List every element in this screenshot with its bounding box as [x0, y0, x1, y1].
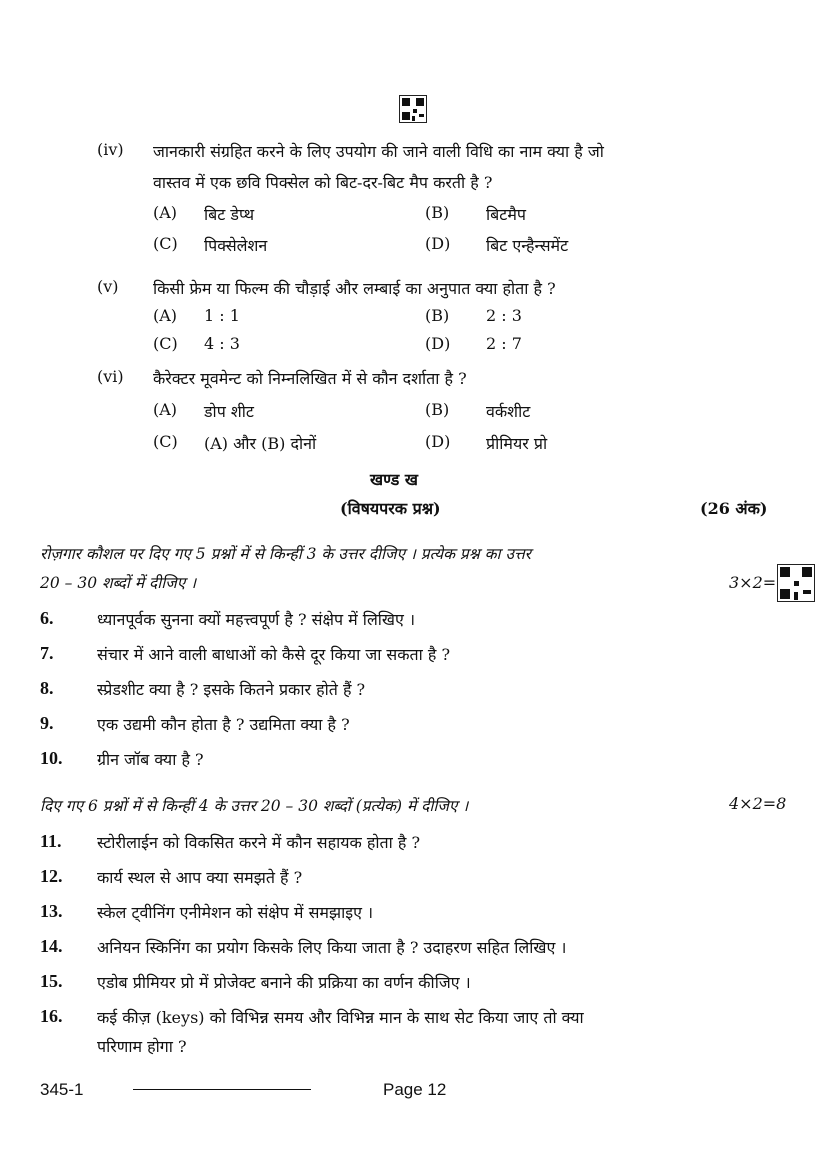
top-qr-code [399, 95, 427, 123]
footer-page-number: Page 12 [383, 1080, 447, 1099]
option-key: (D) [425, 432, 451, 451]
option-key: (B) [425, 400, 450, 419]
question-text: ध्यानपूर्वक सुनना क्यों महत्त्वपूर्ण है ? संक्षेप में लिखिए । [97, 610, 416, 629]
question-text: एडोब प्रीमियर प्रो में प्रोजेक्ट बनाने की प्रक्रिया का वर्णन कीजिए । [97, 973, 471, 992]
marks-label: 3×2= [729, 573, 777, 592]
option-key: (C) [153, 432, 178, 451]
question-number: 10. [40, 748, 63, 768]
question-text: स्केल ट्वीनिंग एनीमेशन को संक्षेप में समझाइए । [97, 903, 374, 922]
option-key: (A) [153, 203, 178, 222]
question-number: 14. [40, 936, 63, 956]
question-text: वास्तव में एक छवि पिक्सेल को बिट-दर-बिट मैप करती है ? [153, 173, 493, 192]
question-text: जानकारी संग्रहित करने के लिए उपयोग की जाने वाली विधि का नाम क्या है जो [153, 142, 604, 161]
question-number: 13. [40, 901, 63, 921]
question-number: 11. [40, 831, 62, 851]
question-text: कई कीज़ (keys) को विभिन्न समय और विभिन्न मान के साथ सेट किया जाए तो क्या [97, 1008, 584, 1027]
question-text: किसी फ्रेम या फिल्म की चौड़ाई और लम्बाई का अनुपात क्या होता है ? [153, 279, 556, 298]
option-key: (B) [425, 306, 450, 325]
instruction-line: दिए गए 6 प्रश्नों में से किन्हीं 4 के उत्तर 20 – 30 शब्दों (प्रत्येक) में दीजिए । [40, 797, 469, 815]
section-marks: (26 अंक) [700, 499, 768, 518]
question-roman-iv: (iv) [97, 140, 124, 159]
question-text: स्टोरीलाईन को विकसित करने में कौन सहायक होता है ? [97, 833, 421, 852]
question-text: स्प्रेडशीट क्या है ? इसके कितने प्रकार होते हैं ? [97, 680, 366, 699]
option-text: (A) और (B) दोनों [204, 434, 317, 453]
option-text: 2 : 3 [486, 306, 522, 325]
option-text: 1 : 1 [204, 306, 240, 325]
footer-rule [133, 1089, 311, 1090]
question-text: कार्य स्थल से आप क्या समझते हैं ? [97, 868, 303, 887]
option-text: बिट एन्हैन्समेंट [486, 236, 569, 255]
option-text: डोप शीट [204, 402, 254, 421]
option-text: 2 : 7 [486, 334, 522, 353]
option-text: प्रीमियर प्रो [486, 434, 548, 453]
option-text: बिट डेप्थ [204, 205, 255, 224]
option-key: (D) [425, 234, 451, 253]
side-qr-code [777, 564, 815, 602]
option-text: वर्कशीट [486, 402, 531, 421]
option-text: 4 : 3 [204, 334, 240, 353]
question-roman-v: (v) [97, 277, 119, 296]
question-text: अनियन स्किनिंग का प्रयोग किसके लिए किया जाता है ? उदाहरण सहित लिखिए । [97, 938, 567, 957]
question-number: 12. [40, 866, 63, 886]
option-text: पिक्सेलेशन [204, 236, 268, 255]
question-text-continued: परिणाम होगा ? [97, 1037, 187, 1056]
option-key: (A) [153, 400, 178, 419]
question-text: ग्रीन जॉब क्या है ? [97, 750, 204, 769]
question-number: 8. [40, 678, 54, 698]
marks-label: 4×2=8 [729, 794, 787, 813]
instruction-line: 20 – 30 शब्दों में दीजिए । [40, 574, 197, 592]
question-text: एक उद्यमी कौन होता है ? उद्यमिता क्या है ? [97, 715, 350, 734]
question-roman-vi: (vi) [97, 367, 124, 386]
option-key: (B) [425, 203, 450, 222]
option-key: (C) [153, 334, 178, 353]
question-text: संचार में आने वाली बाधाओं को कैसे दूर किया जा सकता है ? [97, 645, 451, 664]
option-key: (C) [153, 234, 178, 253]
question-number: 9. [40, 713, 54, 733]
option-key: (A) [153, 306, 178, 325]
option-key: (D) [425, 334, 451, 353]
instruction-line: रोज़गार कौशल पर दिए गए 5 प्रश्नों में से किन्हीं 3 के उत्तर दीजिए । प्रत्येक प्रश्न का उत्तर [40, 545, 532, 563]
option-text: बिटमैप [486, 205, 527, 224]
question-number: 6. [40, 608, 54, 628]
section-title: खण्ड ख [370, 470, 418, 489]
question-text: कैरेक्टर मूवमेन्ट को निम्नलिखित में से कौन दर्शाता है ? [153, 369, 467, 388]
footer-code: 345-1 [40, 1080, 84, 1099]
question-number: 16. [40, 1006, 63, 1026]
question-number: 7. [40, 643, 54, 663]
section-subtitle: (विषयपरक प्रश्न) [340, 499, 441, 518]
question-number: 15. [40, 971, 63, 991]
